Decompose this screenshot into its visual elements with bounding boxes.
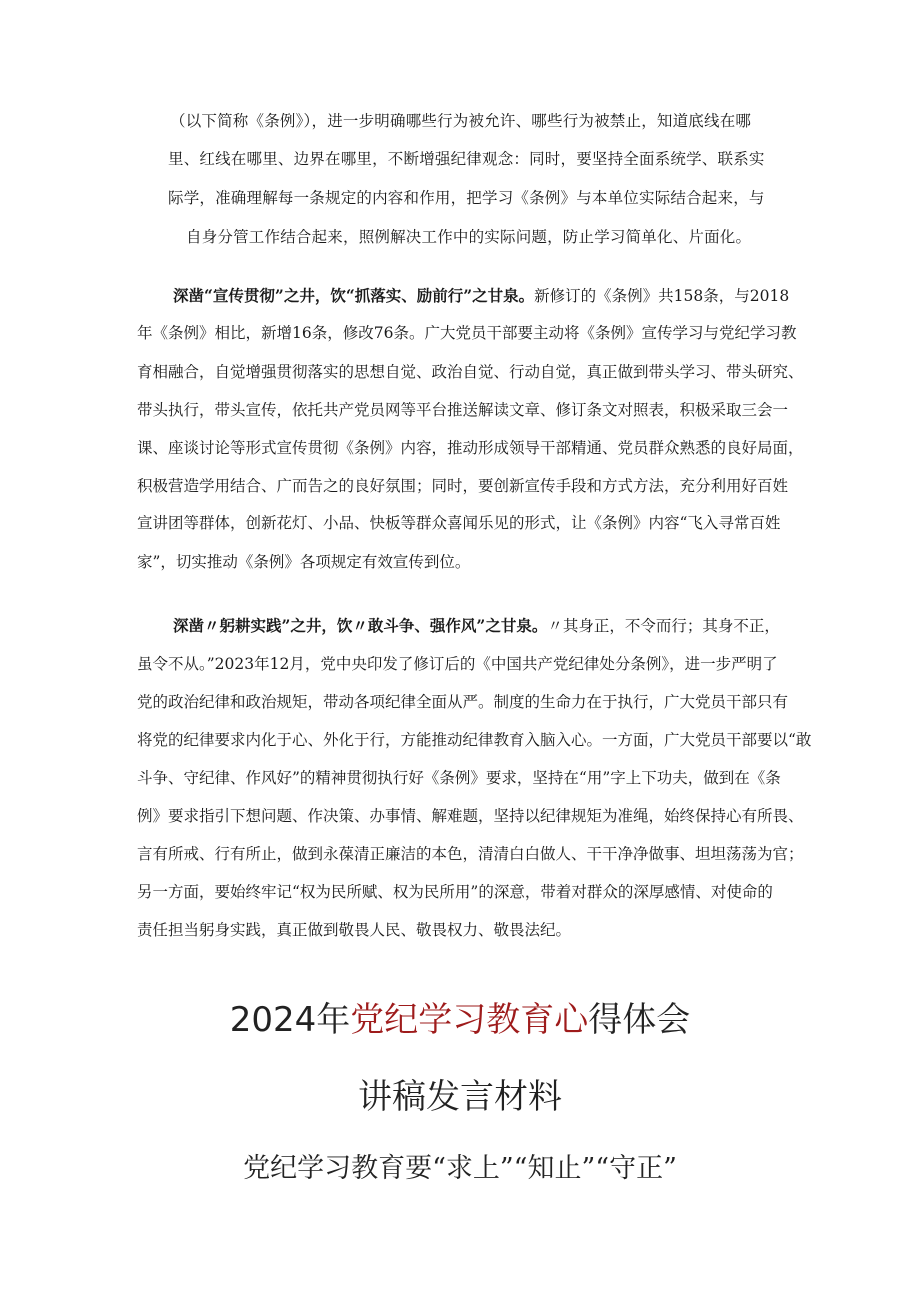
document-subtitle: 党纪学习教育要“求上”“知止”“守正” bbox=[243, 1153, 677, 1184]
body-line: 积极营造学用结合、广而告之的良好氛围；同时，要创新宣传手段和方式方法，充分利用好百姓 bbox=[137, 477, 789, 495]
intro-line: （以下简称《条例》），进一步明确哪些行为被允许、哪些行为被禁止，知道底线在哪 bbox=[170, 112, 752, 130]
body-line: 带头执行，带头宣传，依托共产党员网等平台推送解读文章、修订条文对照表，积极采取三会一 bbox=[137, 401, 789, 419]
body-line: 年《条例》相比，新增16条，修改76条。广大党员干部要主动将《条例》宣传学习与党纪学习教 bbox=[137, 324, 797, 342]
section-first-line bbox=[173, 286, 789, 306]
intro-line: 自身分管工作结合起来，照例解决工作中的实际问题，防止学习简单化、片面化。 bbox=[186, 228, 752, 246]
body-line: 家”，切实推动《条例》各项规定有效宣传到位。 bbox=[137, 553, 471, 571]
section-heading: 深凿“宣传贯彻”之井，饮“抓落实、励前行”之甘泉。 bbox=[173, 286, 535, 305]
section-first-rest: 新修订的《条例》共158条，与2018 bbox=[534, 287, 790, 305]
title-tail: 得体会 bbox=[588, 1000, 691, 1040]
body-line: 虽令不从。”2023年12月，党中央印发了修订后的《中国共产党纪律处分条例》，进一步严明了 bbox=[137, 655, 778, 673]
document-title-line2: 讲稿发言材料 bbox=[358, 1077, 562, 1117]
intro-line: 际学，准确理解每一条规定的内容和作用，把学习《条例》与本单位实际结合起来，与 bbox=[168, 189, 765, 207]
body-line: 另一方面，要始终牢记“权为民所赋、权为民所用”的深意，带着对群众的深厚感情、对使命的 bbox=[137, 883, 773, 901]
body-line: 党的政治纪律和政治规矩，带动各项纪律全面从严。制度的生命力在于执行，广大党员干部只有 bbox=[137, 693, 789, 711]
body-line: 宣讲团等群体，创新花灯、小品、快板等群众喜闻乐见的形式，让《条例》内容“飞入寻常百姓 bbox=[137, 514, 781, 532]
body-line: 责任担当躬身实践，真正做到敬畏人民、敬畏权力、敬畏法纪。 bbox=[137, 921, 572, 939]
body-line: 将党的纪律要求内化于心、外化于行，方能推动纪律教育入脑入心。一方面，广大党员干部要以“敢 bbox=[137, 731, 812, 749]
body-line: 育相融合，自觉增强贯彻落实的思想自觉、政治自觉、行动自觉，真正做到带头学习、带头研究、 bbox=[137, 363, 804, 381]
section-heading: 深凿〃躬耕实践”之井，饮〃敢斗争、强作风”之甘泉。 bbox=[173, 616, 548, 635]
title-year: 2024年 bbox=[229, 1000, 351, 1040]
intro-line: 里、红线在哪里、边界在哪里，不断增强纪律观念：同时，要坚持全面系统学、联系实 bbox=[168, 150, 765, 168]
body-line: 课、座谈讨论等形式宣传贯彻《条例》内容，推动形成领导干部精通、党员群众熟悉的良好局面， bbox=[137, 439, 804, 457]
section-first-line bbox=[173, 616, 780, 636]
section-first-rest: 〃其身正，不令而行；其身不正， bbox=[547, 617, 780, 635]
body-line: 言有所戒、行有所止，做到永葆清正廉洁的本色，清清白白做人、干干净净做事、坦坦荡荡为官； bbox=[137, 845, 804, 863]
body-line: 斗争、守纪律、作风好”的精神贯彻执行好《条例》要求，坚持在“用”字上下功夫，做到在《条 bbox=[137, 769, 781, 787]
document-title bbox=[0, 1000, 920, 1040]
title-highlight: 党纪学习教育心 bbox=[350, 1000, 589, 1040]
body-line: 例》要求指引下想问题、作决策、办事情、解难题，坚持以纪律规矩为准绳，始终保持心有所畏、 bbox=[137, 807, 804, 825]
